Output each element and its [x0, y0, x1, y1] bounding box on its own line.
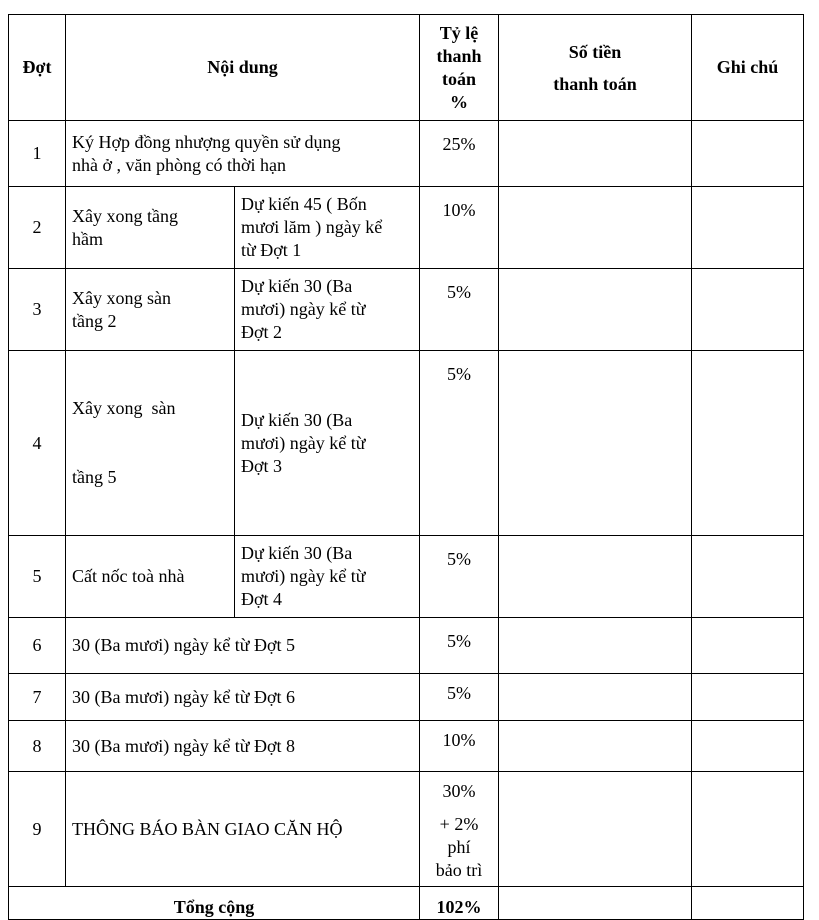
row-note: [692, 187, 804, 269]
table-row: [9, 351, 804, 536]
row-rate: 10%: [420, 187, 499, 269]
row-content: THÔNG BÁO BÀN GIAO CĂN HỘ: [66, 772, 420, 887]
row-rate: 25%: [420, 121, 499, 187]
row-dot: 6: [9, 618, 66, 674]
total-row: [9, 887, 804, 920]
row-dot: 8: [9, 721, 66, 772]
header-content: Nội dung: [66, 15, 420, 121]
row-rate: 30% + 2% phí bảo trì: [420, 772, 499, 887]
row-note: [692, 121, 804, 187]
row-amount: [499, 351, 692, 536]
row-rate: 5%: [420, 674, 499, 721]
total-rate: 102%: [420, 887, 499, 920]
row-schedule: Dự kiến 30 (Ba mươi) ngày kể từ Đợt 2: [235, 269, 420, 351]
total-note: [692, 887, 804, 920]
row-note: [692, 536, 804, 618]
row-note: [692, 269, 804, 351]
row-rate: 5%: [420, 536, 499, 618]
header-rate: Tỷ lệ thanh toán %: [420, 15, 499, 121]
header-row: [9, 15, 804, 121]
table-row: [9, 536, 804, 618]
row-amount: [499, 536, 692, 618]
row-amount: [499, 772, 692, 887]
row-dot: 1: [9, 121, 66, 187]
row-schedule: Dự kiến 30 (Ba mươi) ngày kể từ Đợt 3: [235, 351, 420, 536]
header-note: Ghi chú: [692, 15, 804, 121]
row-dot: 3: [9, 269, 66, 351]
row-content: Xây xong sàn tầng 2: [66, 269, 235, 351]
row-schedule: Dự kiến 45 ( Bốn mươi lăm ) ngày kể từ Đợt 1: [235, 187, 420, 269]
total-amount: [499, 887, 692, 920]
row-amount: [499, 269, 692, 351]
row-note: [692, 772, 804, 887]
header-dot: Đợt: [9, 15, 66, 121]
table-row: [9, 618, 804, 674]
row-content: Xây xong tầng hầm: [66, 187, 235, 269]
row-content: Xây xong sàn tầng 5: [66, 351, 235, 536]
row-rate: 5%: [420, 269, 499, 351]
table-row: [9, 187, 804, 269]
row-dot: 2: [9, 187, 66, 269]
total-label: Tổng cộng: [9, 887, 420, 920]
row-rate: 5%: [420, 351, 499, 536]
payment-schedule: [8, 14, 804, 920]
row-note: [692, 351, 804, 536]
row-amount: [499, 187, 692, 269]
row-content: Cất nốc toà nhà: [66, 536, 235, 618]
row-schedule: Dự kiến 30 (Ba mươi) ngày kể từ Đợt 4: [235, 536, 420, 618]
row-dot: 4: [9, 351, 66, 536]
table-row: [9, 772, 804, 887]
row-rate: 10%: [420, 721, 499, 772]
row-content: 30 (Ba mươi) ngày kể từ Đợt 8: [66, 721, 420, 772]
row-content: 30 (Ba mươi) ngày kể từ Đợt 5: [66, 618, 420, 674]
row-note: [692, 618, 804, 674]
row-dot: 7: [9, 674, 66, 721]
row-content: Ký Hợp đồng nhượng quyền sử dụng nhà ở , văn phòng có thời hạn: [66, 121, 420, 187]
row-content: 30 (Ba mươi) ngày kể từ Đợt 6: [66, 674, 420, 721]
row-note: [692, 721, 804, 772]
payment-table: [8, 14, 804, 920]
table-row: [9, 269, 804, 351]
row-amount: [499, 674, 692, 721]
row-rate: 5%: [420, 618, 499, 674]
row-amount: [499, 721, 692, 772]
row-note: [692, 674, 804, 721]
table-row: [9, 674, 804, 721]
table-row: [9, 121, 804, 187]
header-amount: Số tiền thanh toán: [499, 15, 692, 121]
table-row: [9, 721, 804, 772]
row-amount: [499, 121, 692, 187]
row-dot: 5: [9, 536, 66, 618]
row-amount: [499, 618, 692, 674]
row-dot: 9: [9, 772, 66, 887]
